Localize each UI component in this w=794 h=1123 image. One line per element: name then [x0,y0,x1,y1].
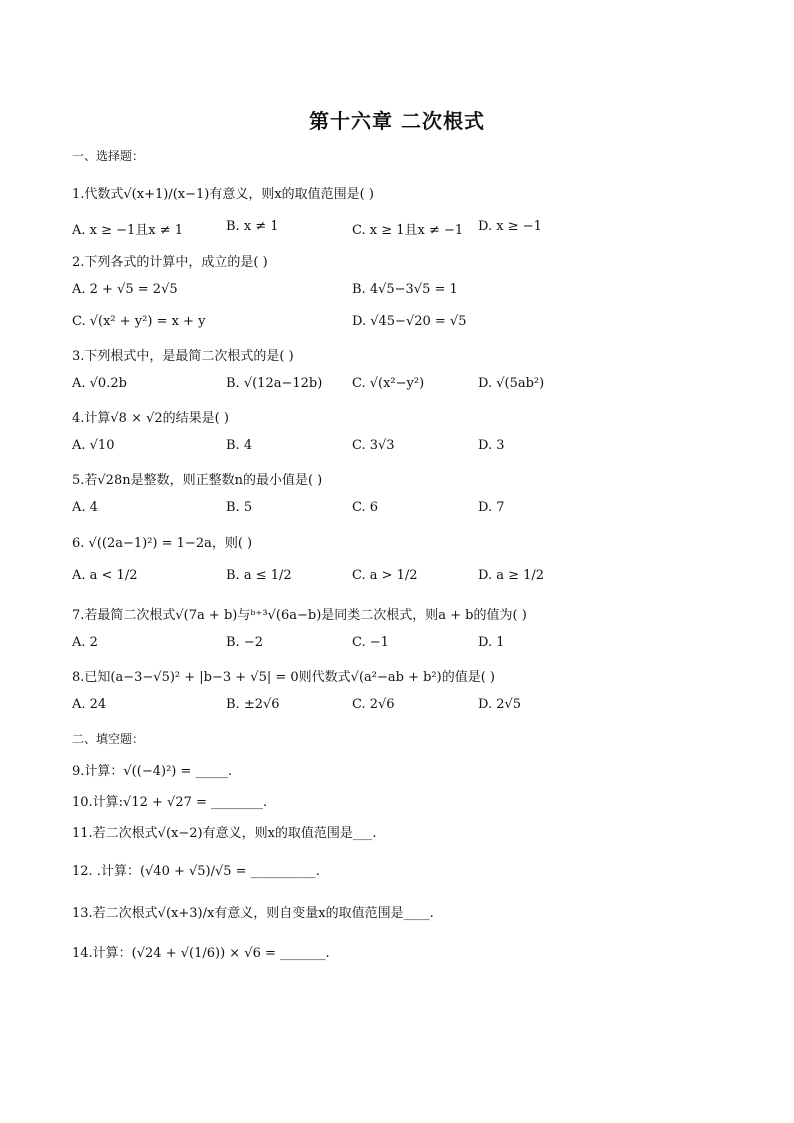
question-7-option-d: D. 1 [478,635,505,650]
question-2-option-c: C. √(x² + y²) = x + y [72,314,206,329]
question-8-option-d: D. 2√5 [478,697,522,712]
question-5-option-d: D. 7 [478,500,505,515]
question-1-option-d: D. x ≥ −1 [478,219,542,234]
question-2-stem: 2.下列各式的计算中，成立的是( ) [72,255,268,270]
question-5-stem: 5.若√28n是整数，则正整数n的最小值是( ) [72,473,323,488]
question-3-option-d: D. √(5ab²) [478,376,545,391]
question-7-option-b: B. −2 [226,635,263,650]
fill-question-12: 12. .计算：(√40 + √5)/√5 = __________. [72,864,320,879]
question-2-option-a: A. 2 + √5 = 2√5 [72,282,178,297]
question-4-option-c: C. 3√3 [352,438,395,453]
question-5-option-b: B. 5 [226,500,253,515]
question-1-option-a: A. x ≥ −1且x ≠ 1 [72,223,184,238]
question-1-option-b: B. x ≠ 1 [226,219,279,234]
question-2-option-d: D. √45−√20 = √5 [352,314,467,329]
question-7-option-c: C. −1 [352,635,389,650]
question-8-stem: 8.已知(a−3−√5)² + |b−3 + √5| = 0则代数式√(a²−ab + b²)的值是( ) [72,670,495,685]
fill-question-9: 9.计算：√((−4)²) = _____. [72,764,233,779]
question-6-option-a: A. a < 1/2 [72,568,138,583]
question-6-option-c: C. a > 1/2 [352,568,418,583]
question-1-stem: 1.代数式√(x+1)/(x−1)有意义，则x的取值范围是( ) [72,187,374,202]
page-title: 第十六章 二次根式 [309,109,485,133]
question-4-option-d: D. 3 [478,438,505,453]
question-4-option-a: A. √10 [72,438,115,453]
question-4-option-b: B. 4 [226,438,253,453]
question-8-option-c: C. 2√6 [352,697,395,712]
question-8-option-a: A. 24 [72,697,107,712]
question-6-stem: 6. √((2a−1)²) = 1−2a，则( ) [72,536,253,551]
question-7-option-a: A. 2 [72,635,98,650]
section-heading-fill: 二、填空题： [72,732,145,746]
section-heading-choice: 一、选择题： [72,149,145,163]
question-2-option-b: B. 4√5−3√5 = 1 [352,282,458,297]
question-8-option-b: B. ±2√6 [226,697,280,712]
fill-question-14: 14.计算：(√24 + √(1/6)) × √6 = _______. [72,946,330,961]
question-1-option-c: C. x ≥ 1且x ≠ −1 [352,223,464,238]
question-3-option-c: C. √(x²−y²) [352,376,425,391]
question-3-option-b: B. √(12a−12b) [226,376,323,391]
question-4-stem: 4.计算√8 × √2的结果是( ) [72,411,229,426]
fill-question-10: 10.计算:√12 + √27 = ________. [72,795,268,810]
fill-question-13: 13.若二次根式√(x+3)/x有意义，则自变量x的取值范围是____. [72,906,434,921]
fill-question-11: 11.若二次根式√(x−2)有意义，则x的取值范围是___. [72,826,377,841]
question-6-option-b: B. a ≤ 1/2 [226,568,292,583]
question-6-option-d: D. a ≥ 1/2 [478,568,545,583]
question-3-stem: 3.下列根式中，是最简二次根式的是( ) [72,349,294,364]
question-5-option-c: C. 6 [352,500,379,515]
question-3-option-a: A. √0.2b [72,376,127,391]
question-5-option-a: A. 4 [72,500,98,515]
question-7-stem: 7.若最简二次根式√(7a + b)与ᵇ⁺³√(6a−b)是同类二次根式，则a + b的值为( ) [72,608,527,623]
